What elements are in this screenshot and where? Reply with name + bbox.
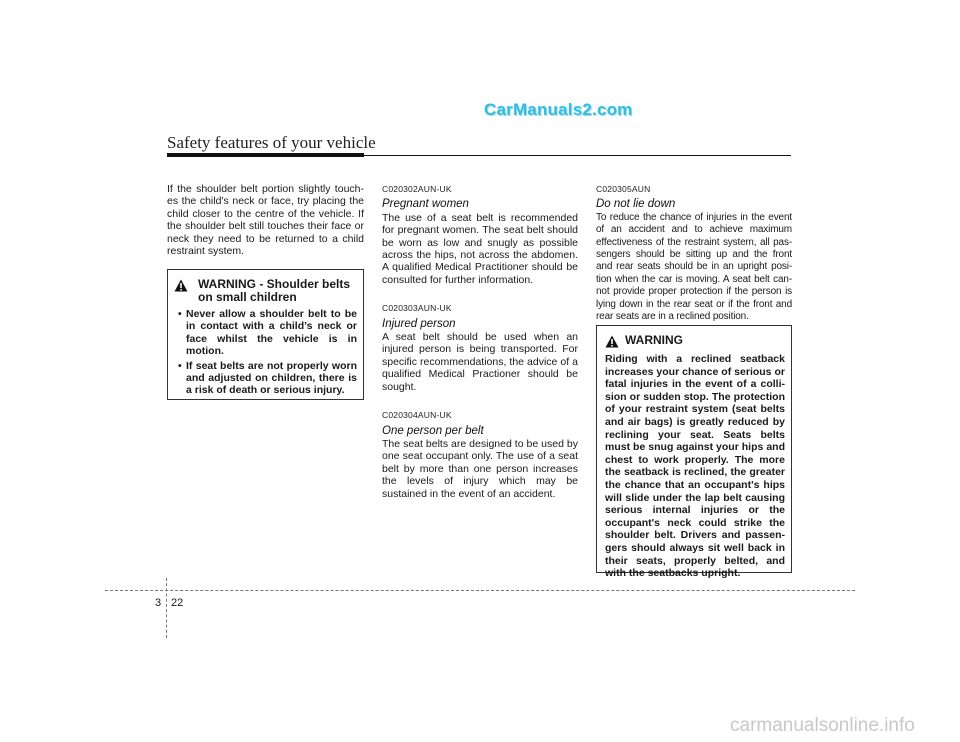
warning-title: WARNING - Shoulder belts on small children: [198, 277, 351, 304]
warning-box-reclined-seatback: [596, 325, 792, 580]
section-heading: Do not lie down: [596, 198, 676, 211]
page-number: 22: [171, 597, 184, 609]
warning-title: WARNING: [625, 333, 683, 347]
warning-header: [174, 278, 357, 304]
warning-box-shoulder-belts: [167, 269, 364, 400]
warning-triangle-icon: [605, 335, 619, 348]
column-left: [167, 183, 364, 257]
footer-dashed-marker: [166, 578, 167, 638]
section-injured-person: [382, 302, 578, 393]
warning-header: [605, 334, 785, 348]
section-text: The use of a seat belt is recommended for pregnant women. The seat belt should be worn as low and snugly as possible across the hips, not across the abdomen. A qualified Medical Practitioner should be consulted for further information.: [382, 211, 578, 286]
child-belt-paragraph: If the shoulder belt portion slightly touch-es the child’s neck or face, try placing the child closer to the centre of the vehicle. If the shoulder belt still touches their face or neck they need to be returned to a child restraint system.: [167, 183, 364, 258]
section-heading: One person per belt: [382, 424, 484, 437]
section-heading: Pregnant women: [382, 198, 469, 211]
section-text: The seat belts are designed to be used by one seat occupant only. The use of a seat belt by more than one person increases the levels of injury which may be sustained in the event of an accident.: [382, 437, 578, 500]
footer-dashed-rule: [105, 590, 855, 591]
section-text: To reduce the chance of injuries in the event of an accident and to achieve maximum effectiveness of the restraint system, all pas-sengers should be sitting up and the front and rear seats should be in an upright posi-tion when the car is moving. A seat belt can-not provide proper protection if the person is lying down in the rear seat or if the front and rear seats are in a reclined position.: [596, 211, 792, 323]
warning-bullet: • Never allow a shoulder belt to be in contact with a child’s neck or face whilst the vehicle is in motion.: [174, 308, 357, 358]
column-right: [596, 183, 792, 323]
section-code: C020302AUN-UK: [382, 184, 452, 194]
section-pregnant-women: [382, 183, 578, 286]
watermark-bottom: carmanualsonline.info: [730, 715, 915, 736]
section-code: C020303AUN-UK: [382, 303, 452, 314]
warning-bullet-list: [174, 308, 357, 397]
section-text: A seat belt should be used when an injured person is being transported. For specific recommendations, the advice of a qualified Medical Practioner should be sought.: [382, 331, 578, 393]
warning-bullet: • If seat belts are not properly worn and adjusted on children, there is a risk of death or serious injury.: [174, 360, 357, 397]
section-heading: Injured person: [382, 317, 456, 330]
column-middle: [382, 183, 578, 516]
chapter-number: 3: [155, 597, 162, 609]
section-code: C020305AUN: [596, 184, 651, 194]
warning-text: Riding with a reclined seatback increases your chance of serious or fatal injuries in the event of a colli-sion or sudden stop. The protection of your restraint system (seat belts and air bags) is greatly reduced by reclining your seat. Seats belts must be snug against your hips and chest to work properly. The more the seatback is reclined, the greater the chance that an occupant's hips will slide under the lap belt causing serious internal injuries or the occupant's neck could strike the shoulder belt. Drivers and passen-gers should always sit well back in their seats, properly belted, and with the seatbacks upright.: [605, 353, 785, 580]
page-header-title: Safety features of your vehicle: [167, 133, 376, 152]
header-rule: [364, 155, 791, 156]
watermark-top: CarManuals2.com: [484, 100, 633, 119]
section-code: C020304AUN-UK: [382, 410, 452, 421]
header-bar: [167, 153, 364, 157]
warning-triangle-icon: [174, 279, 188, 292]
section-one-person-per-belt: [382, 409, 578, 500]
